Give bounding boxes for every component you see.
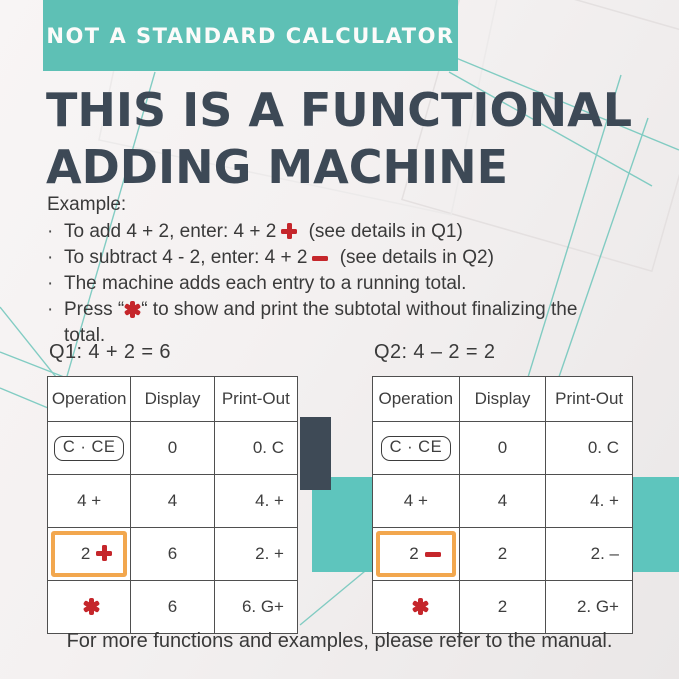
- highlighted-operation-cell: [48, 528, 131, 581]
- table-row: [48, 528, 298, 581]
- table-row: [48, 475, 298, 528]
- display-value: 2: [459, 528, 546, 581]
- printout-value: 2. +: [214, 528, 297, 581]
- operation-value: 4 +: [48, 475, 131, 528]
- q2-title: Q2: 4 – 2 = 2: [374, 341, 496, 363]
- table-header-row: [373, 377, 633, 422]
- bullet-dot: ·: [47, 273, 54, 294]
- bullet-subtract: [47, 245, 607, 271]
- printout-value: 0. C: [546, 422, 633, 475]
- example-section: [47, 192, 607, 349]
- q1-section: [47, 341, 298, 634]
- printout-value: 2. G+: [546, 581, 633, 634]
- col-operation: Operation: [373, 377, 460, 422]
- bullet-text: The machine adds each entry to a running total.: [64, 273, 467, 294]
- table-row: [373, 475, 633, 528]
- col-operation: Operation: [48, 377, 131, 422]
- bullet-text: “ to show and print the subtotal without finalizing the total.: [64, 299, 578, 346]
- asterisk-icon: [124, 301, 141, 318]
- plus-icon: [96, 545, 112, 561]
- bullet-add: [47, 219, 607, 245]
- bullet-dot: ·: [47, 299, 54, 320]
- bullet-running-total: [47, 271, 607, 297]
- col-printout: Print-Out: [546, 377, 633, 422]
- table-row: [373, 528, 633, 581]
- operation-value: 4 +: [373, 475, 460, 528]
- bullet-text: (see details in Q2): [339, 247, 494, 268]
- table-row: [373, 422, 633, 475]
- c-ce-key: C · CE: [381, 436, 452, 461]
- page-title-line2: ADDING MACHINE: [46, 140, 509, 194]
- display-value: 6: [131, 581, 214, 634]
- printout-value: 0. C: [214, 422, 297, 475]
- page-title: [46, 82, 671, 196]
- dark-accent-block: [300, 417, 331, 490]
- printout-value: 4. +: [214, 475, 297, 528]
- bullet-text: Press “: [64, 299, 125, 320]
- bullet-dot: ·: [47, 221, 54, 242]
- operation-value: 2: [80, 544, 91, 563]
- printout-value: 4. +: [546, 475, 633, 528]
- banner-label: NOT A STANDARD CALCULATOR: [46, 23, 455, 48]
- asterisk-icon: [412, 598, 429, 615]
- display-value: 2: [459, 581, 546, 634]
- top-banner: [43, 0, 458, 71]
- asterisk-icon: [83, 598, 100, 615]
- example-heading: Example:: [47, 194, 127, 215]
- table-row: [48, 581, 298, 634]
- bullet-dot: ·: [47, 247, 54, 268]
- bullet-text: To subtract 4 - 2, enter: 4 + 2: [64, 247, 308, 268]
- display-value: 0: [131, 422, 214, 475]
- q2-table: [372, 376, 633, 634]
- q1-title: Q1: 4 + 2 = 6: [49, 341, 171, 363]
- col-display: Display: [131, 377, 214, 422]
- col-display: Display: [459, 377, 546, 422]
- display-value: 0: [459, 422, 546, 475]
- col-printout: Print-Out: [214, 377, 297, 422]
- display-value: 4: [459, 475, 546, 528]
- operation-value: 2: [409, 544, 419, 563]
- bullet-text: To add 4 + 2, enter: 4 + 2: [64, 221, 277, 242]
- printout-value: 2. –: [546, 528, 633, 581]
- page-title-line1: THIS IS A FUNCTIONAL: [46, 83, 633, 137]
- minus-icon: [312, 250, 328, 266]
- highlighted-operation-cell: [373, 528, 460, 581]
- table-row: [48, 422, 298, 475]
- display-value: 6: [131, 528, 214, 581]
- plus-icon: [281, 223, 297, 239]
- minus-icon: [425, 546, 441, 562]
- c-ce-key: C · CE: [54, 436, 125, 461]
- table-row: [373, 581, 633, 634]
- display-value: 4: [131, 475, 214, 528]
- printout-value: 6. G+: [214, 581, 297, 634]
- footer-note: For more functions and examples, please refer to the manual.: [66, 630, 613, 652]
- bullet-text: (see details in Q1): [308, 221, 463, 242]
- table-header-row: [48, 377, 298, 422]
- q1-table: [47, 376, 298, 634]
- q2-section: [372, 341, 633, 634]
